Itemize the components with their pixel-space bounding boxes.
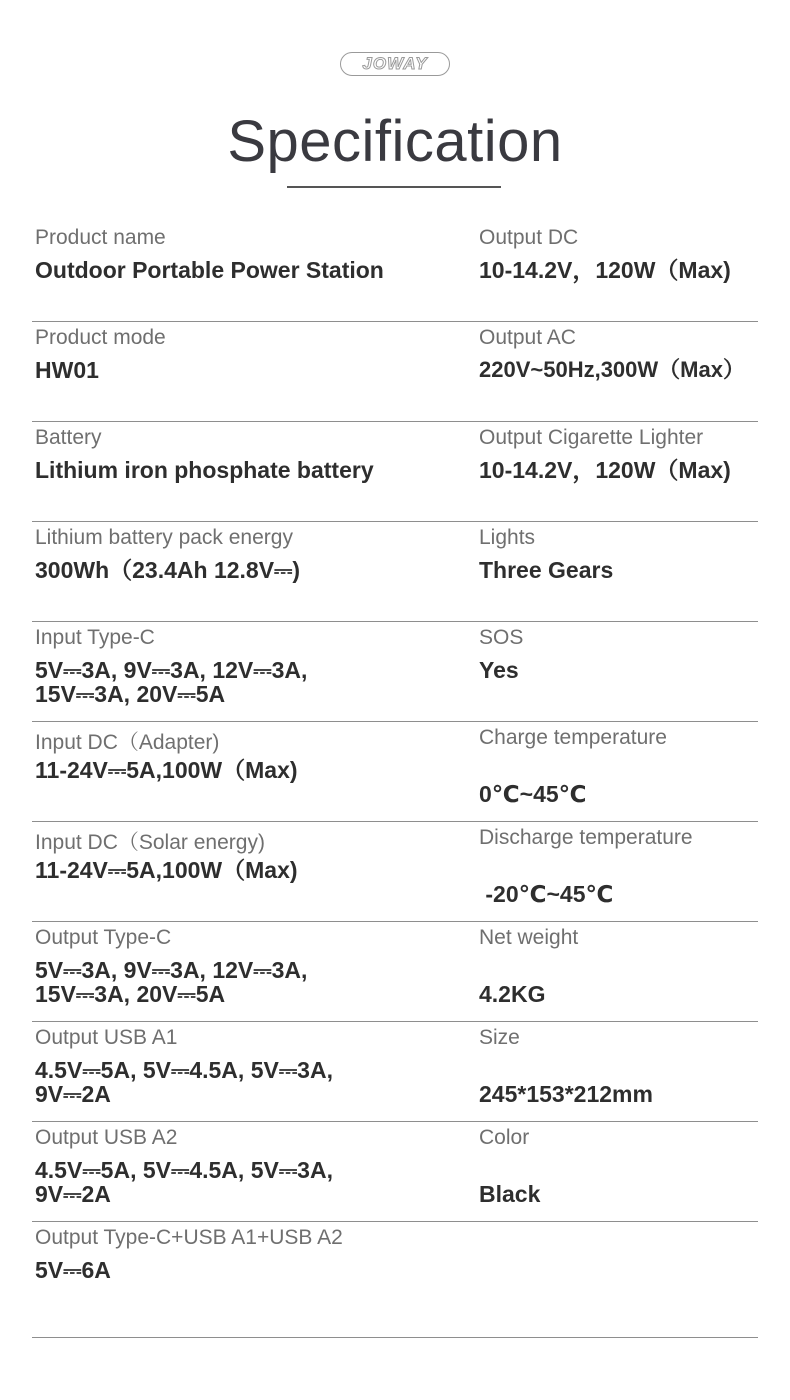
spec-label: SOS <box>479 626 524 649</box>
spec-label: Charge temperature <box>479 726 667 749</box>
spec-label: Size <box>479 1026 520 1049</box>
spec-label: Product name <box>35 226 166 249</box>
spec-value: HW01 <box>35 357 99 383</box>
spec-row <box>0 822 790 922</box>
spec-label: Lights <box>479 526 536 549</box>
spec-row <box>0 522 790 622</box>
spec-row <box>0 1022 790 1122</box>
spec-row <box>0 622 790 722</box>
spec-value: Three Gears <box>479 557 614 583</box>
row-divider <box>32 1337 758 1338</box>
spec-value: 245*153*212mm <box>479 1081 653 1107</box>
spec-value: 10-14.2V，120W（Max) <box>479 457 731 483</box>
spec-label: Lithium battery pack energy <box>35 526 293 549</box>
spec-label: Input DC（Solar energy) <box>35 831 265 854</box>
spec-label: Product mode <box>35 326 166 349</box>
spec-row <box>0 922 790 1022</box>
spec-label: Output Cigarette Lighter <box>479 426 704 449</box>
spec-label: Output USB A1 <box>35 1026 178 1049</box>
spec-value: 4.5V⎓5A, 5V⎓4.5A, 5V⎓3A, 9V⎓2A <box>35 1057 333 1107</box>
spec-row <box>0 322 790 422</box>
spec-label: Battery <box>35 426 102 449</box>
spec-value: 5V⎓6A <box>35 1257 111 1283</box>
spec-value: Lithium iron phosphate battery <box>35 457 374 483</box>
spec-value: Black <box>479 1181 541 1207</box>
spec-label: Output Type-C <box>35 926 172 949</box>
spec-label: Output Type-C+USB A1+USB A2 <box>35 1226 343 1249</box>
spec-row <box>0 1122 790 1222</box>
spec-value: 11-24V⎓5A,100W（Max) <box>35 857 298 883</box>
spec-value: 220V~50Hz,300W（Max） <box>479 357 745 382</box>
spec-value: 4.2KG <box>479 981 546 1007</box>
spec-value: Outdoor Portable Power Station <box>35 257 384 283</box>
spec-value: 5V⎓3A, 9V⎓3A, 12V⎓3A, 15V⎓3A, 20V⎓5A <box>35 957 308 1007</box>
joway-logo: JOWAY <box>340 52 450 76</box>
spec-value: 5V⎓3A, 9V⎓3A, 12V⎓3A, 15V⎓3A, 20V⎓5A <box>35 657 308 707</box>
spec-value: 0℃~45℃ <box>479 781 587 807</box>
spec-value: 11-24V⎓5A,100W（Max) <box>35 757 298 783</box>
spec-label: Output DC <box>479 226 579 249</box>
spec-label: Output USB A2 <box>35 1126 178 1149</box>
spec-value: 10-14.2V，120W（Max) <box>479 257 731 283</box>
spec-label: Output AC <box>479 326 576 349</box>
spec-value: 300Wh（23.4Ah 12.8V⎓) <box>35 557 301 583</box>
page-title: Specification <box>227 109 563 174</box>
spec-row <box>0 1222 790 1338</box>
spec-row <box>0 422 790 522</box>
spec-value: Yes <box>479 657 519 683</box>
spec-value: -20℃~45℃ <box>479 881 614 907</box>
spec-row <box>0 722 790 822</box>
spec-row <box>0 222 790 322</box>
spec-label: Discharge temperature <box>479 826 693 849</box>
spec-label: Net weight <box>479 926 579 949</box>
spec-label: Input DC（Adapter) <box>35 731 220 754</box>
spec-label: Input Type-C <box>35 626 155 649</box>
spec-label: Color <box>479 1126 530 1149</box>
spec-value: 4.5V⎓5A, 5V⎓4.5A, 5V⎓3A, 9V⎓2A <box>35 1157 333 1207</box>
